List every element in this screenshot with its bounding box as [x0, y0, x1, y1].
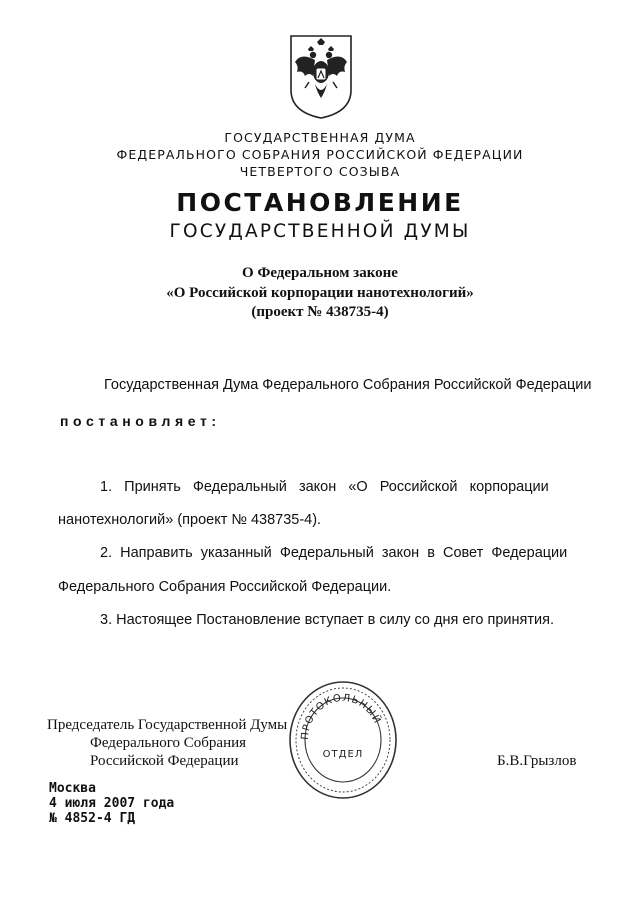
signatory-title-line-2: Федерального Собрания [90, 735, 247, 751]
seal-stamp-icon [286, 678, 400, 802]
subject-line-1: О Федеральном законе [242, 265, 398, 281]
subject-line-3: (проект № 438735-4) [251, 304, 389, 320]
intro-text: Государственная Дума Федерального Собрания Российской Федерации [104, 377, 592, 393]
header-line-3: ЧЕТВЕРТОГО СОЗЫВА [239, 164, 401, 179]
document-subtitle: ГОСУДАРСТВЕННОЙ ДУМЫ [169, 221, 471, 242]
emblem-icon [287, 32, 355, 120]
footer-number: № 4852-4 ГД [49, 811, 136, 826]
stamp-center-text: ОТДЕЛ [322, 749, 364, 760]
item-2-line-2: Федерального Собрания Российской Федерации. [58, 579, 392, 595]
header-line-1: ГОСУДАРСТВЕННАЯ ДУМА [224, 130, 416, 145]
footer-city: Москва [49, 781, 96, 796]
signatory-title-line-3: Российской Федерации [90, 753, 239, 769]
header-line-2: ФЕДЕРАЛЬНОГО СОБРАНИЯ РОССИЙСКОЙ ФЕДЕРАЦИИ [116, 147, 524, 162]
subject-line-2: «О Российской корпорации нанотехнологий» [166, 285, 474, 301]
document-title: ПОСТАНОВЛЕНИЕ [176, 188, 464, 217]
resolves-text: постановляет: [60, 413, 221, 429]
item-3: 3. Настоящее Постановление вступает в силу со дня его принятия. [100, 612, 554, 628]
footer-date: 4 июля 2007 года [49, 796, 175, 811]
signatory-title-line-1: Председатель Государственной Думы [47, 717, 288, 733]
item-2-line-1: 2. Направить указанный Федеральный закон в Совет Федерации [100, 545, 568, 561]
svg-text:ПРОТОКОЛЬНЫЙ [300, 693, 385, 741]
item-1-line-1: 1. Принять Федеральный закон «О Российской корпорации [100, 479, 549, 495]
item-1-line-2: нанотехнологий» (проект № 438735-4). [58, 512, 322, 528]
signatory-name: Б.В.Грызлов [497, 753, 577, 769]
stamp-ring-text: ПРОТОКОЛЬНЫЙ [299, 692, 383, 741]
